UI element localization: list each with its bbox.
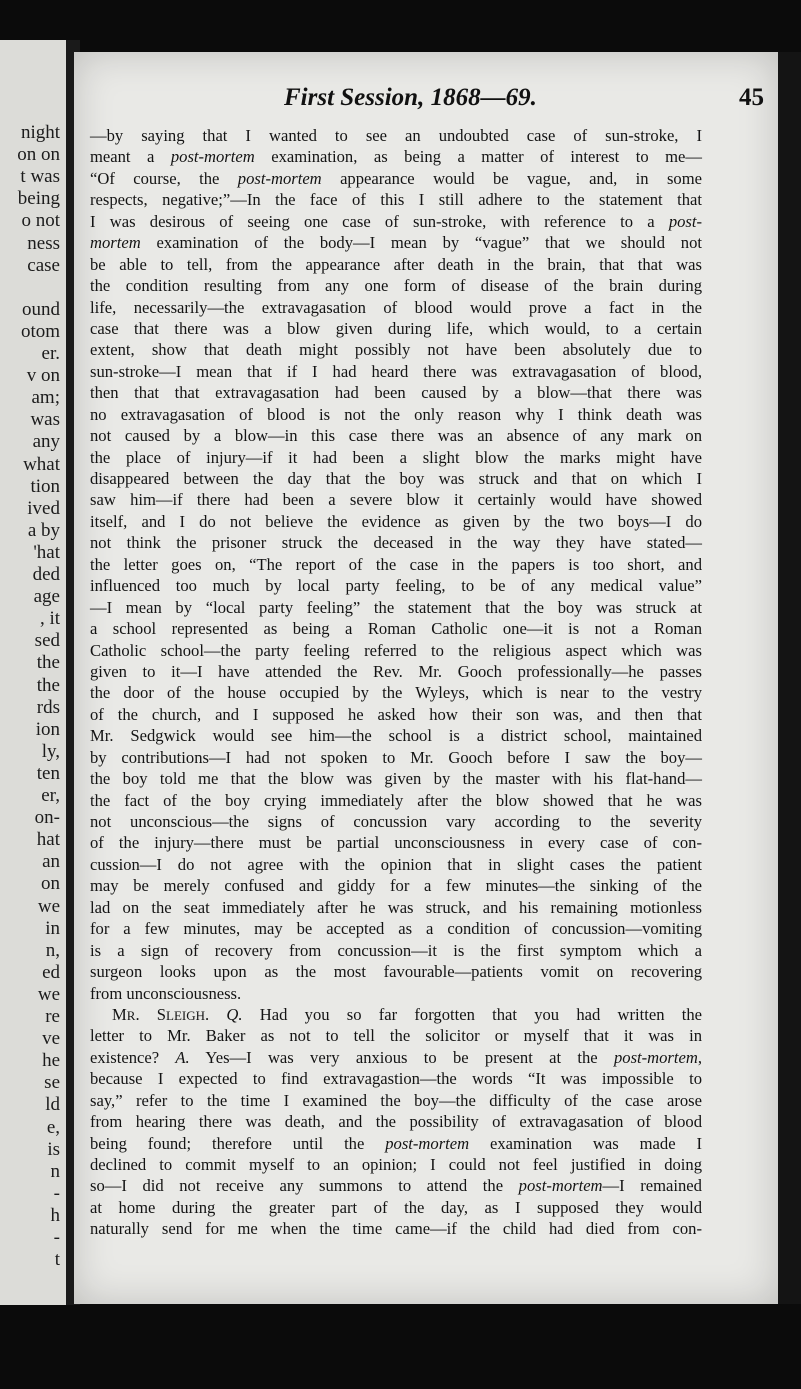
facing-page-fragment: what [23, 453, 60, 475]
facing-page-fragment: o not [21, 210, 60, 232]
text-line: mortem examination of the body—I mean by “vague” that we should not [90, 233, 702, 253]
facing-page-fragment: tion [30, 475, 60, 497]
text-line: from hearing there was death, and the possibility of extravagasation of blood [90, 1112, 702, 1132]
text-line: the place of injury—if it had been a slight blow the marks might have [90, 447, 702, 467]
facing-page-fragment: hat [36, 829, 60, 851]
facing-page-fragment: otom [20, 320, 60, 342]
facing-page-fragment: , it [39, 608, 60, 630]
facing-page-fragment: he [42, 1050, 60, 1072]
text-line: letter to Mr. Baker as not to tell the solicitor or myself that it was in [90, 1026, 702, 1046]
text-line: sun-stroke—I mean that if I had heard there was extravagasation of blood, [90, 361, 702, 381]
facing-page-fragment: we [37, 895, 60, 917]
text-line: naturally send for me when the time came—if the child had died from con- [90, 1219, 702, 1239]
text-line: say,” refer to the time I examined the boy—the difficulty of the case arose [90, 1090, 702, 1110]
text-line: at home during the greater part of the day, as I supposed they would [90, 1197, 702, 1217]
page-number: 45 [739, 84, 764, 111]
text-line: disappeared between the day that the boy was struck and that on which I [90, 469, 702, 488]
text-line: the door of the house occupied by the Wyleys, which is near to the vestry [90, 683, 702, 703]
text-line: a school represented as being a Roman Catholic one—it is not a Roman [90, 619, 702, 639]
text-line: saw him—if there had been a severe blow it certainly would have showed [90, 490, 702, 510]
body-text [90, 125, 702, 1240]
text-line: not think the prisoner struck the deceased in the way they have stated— [90, 533, 702, 553]
text-line: Catholic school—the party feeling referred to the religious aspect which was [90, 640, 702, 660]
facing-page-fragment: ed [42, 961, 60, 983]
text-line: be able to tell, from the appearance after death in the brain, that that was [90, 254, 702, 274]
facing-page-fragment: t [54, 1249, 60, 1271]
facing-page-fragment: v on [26, 365, 60, 387]
text-line: extent, show that death might possibly not have been absolutely due to [90, 340, 702, 360]
facing-page-fragment: is [47, 1138, 60, 1160]
facing-page-fragment: - [53, 1227, 60, 1248]
facing-page-fragment: ded [32, 564, 60, 585]
text-line: I was desirous of seeing one case of sun-stroke, with reference to a post- [90, 211, 702, 231]
page-gutter-shadow [778, 52, 801, 1304]
facing-page-fragment: rds [36, 696, 60, 718]
facing-page-fragment: er. [41, 343, 60, 364]
text-line: is a sign of recovery from concussion—it is the first symptom which a [90, 940, 702, 960]
text-line: influenced too much by local party feeling, to be of any medical value” [90, 576, 702, 596]
facing-page-fragment: on on [17, 144, 60, 166]
text-line: —by saying that I wanted to see an undoubted case of sun-stroke, I [90, 126, 702, 145]
text-line: because I expected to find extravagastion—the words “It was impossible to [90, 1069, 702, 1089]
text-line: being found; therefore until the post-mortem examination was made I [90, 1133, 702, 1153]
facing-page-fragment: ten [36, 762, 60, 784]
facing-page-fragment: ve [42, 1028, 60, 1050]
facing-page-fragment: the [36, 652, 60, 674]
text-line: for a few minutes, may be accepted as a condition of concussion—vomiting [90, 919, 702, 939]
running-head-title: First Session, 1868—69. [284, 84, 537, 111]
text-line: of the injury—there must be partial unconsciousness in every case of con- [90, 833, 702, 853]
text-line: the condition resulting from any one form of disease of the brain during [90, 276, 702, 296]
facing-page-fragment: we [37, 983, 60, 1005]
text-line: case that there was a blow given during life, which would, to a certain [90, 318, 702, 338]
text-line: surgeon looks upon as the most favourable—patients vomit on recovering [90, 962, 702, 982]
text-line: Mr. Sedgwick would see him—the school is a district school, maintained [90, 726, 702, 746]
text-line: from unconsciousness. [90, 983, 242, 1003]
text-line: then that that extravagasation had been caused by a blow—that there was [90, 383, 702, 403]
text-line: “Of course, the post-mortem appearance would be vague, and, in some [90, 168, 702, 188]
facing-page-fragment: in [45, 917, 60, 939]
facing-page-fragment: sed [34, 630, 60, 652]
facing-page-fragment: t was [20, 166, 60, 188]
text-line: by contributions—I had not spoken to Mr. Gooch before I saw the boy— [90, 747, 702, 767]
text-line: —I mean by “local party feeling” the statement that the boy was struck at [90, 597, 702, 617]
text-line: MR. SLEIGH. Q. Had you so far forgotten that you had written the [112, 1004, 703, 1024]
book-page [74, 52, 778, 1304]
facing-page-fragment: ld [45, 1094, 60, 1116]
text-line: lad on the seat immediately after he was struck, and his remaining motionless [90, 897, 702, 917]
facing-page-fragment: 'hat [33, 541, 60, 563]
facing-page-fragment: an [42, 851, 60, 873]
text-line: the fact of the boy crying immediately after the blow showed that he was [90, 790, 702, 810]
text-line: cussion—I do not agree with the opinion that in slight cases the patient [90, 854, 702, 874]
facing-page-fragment: being [17, 188, 60, 210]
facing-page-fragment: the [36, 674, 60, 696]
facing-page-fragment: any [32, 431, 60, 453]
facing-page-fragment: ion [35, 718, 60, 740]
facing-page-fragment: was [30, 409, 60, 431]
facing-page-fragment: n [50, 1160, 60, 1182]
facing-page-fragment: ound [22, 298, 60, 320]
text-line: meant a post-mortem examination, as being a matter of interest to me— [90, 147, 702, 167]
facing-page-fragment: age [33, 586, 60, 608]
facing-page-fragment: am; [31, 387, 60, 409]
facing-page-edge [0, 40, 80, 1305]
facing-page-fragment: se [44, 1072, 60, 1094]
facing-page-fragment: on [41, 873, 60, 895]
text-line: not unconscious—the signs of concussion vary according to the severity [90, 812, 702, 831]
text-line: respects, negative;”—In the face of this I still adhere to the statement that [90, 190, 702, 210]
facing-page-fragment: case [27, 254, 60, 276]
text-line: declined to commit myself to an opinion; I could not feel justified in doing [90, 1155, 702, 1174]
text-line: itself, and I do not believe the evidence as given by the two boys—I do [90, 511, 702, 531]
facing-page-fragment: night [20, 122, 60, 143]
text-line: no extravagasation of blood is not the only reason why I think death was [90, 404, 702, 424]
facing-page-fragment: er, [41, 785, 60, 806]
text-line: life, necessarily—the extravagasation of blood would prove a fact in the [90, 297, 702, 317]
facing-page-fragment: h [50, 1204, 60, 1226]
running-head [74, 84, 778, 120]
facing-page-fragment: n, [45, 939, 60, 961]
facing-page-fragment: on- [34, 807, 60, 829]
text-line: given to it—I have attended the Rev. Mr. Gooch professionally—he passes [90, 661, 702, 681]
text-line: the boy told me that the blow was given by the master with his flat-hand— [90, 769, 702, 789]
facing-page-fragment: re [45, 1006, 60, 1027]
text-line: may be merely confused and giddy for a few minutes—the sinking of the [90, 876, 702, 896]
facing-page-fragment: ly, [41, 740, 60, 762]
facing-page-fragment: a by [27, 519, 60, 541]
text-line: existence? A. Yes—I was very anxious to be present at the post-mortem, [90, 1047, 703, 1067]
text-line: the letter goes on, “The report of the case in the papers is too short, and [90, 554, 702, 574]
text-line: so—I did not receive any summons to attend the post-mortem—I remained [90, 1176, 702, 1196]
facing-page-fragment: ived [27, 497, 60, 519]
text-line: of the church, and I supposed he asked how their son was, and then that [90, 704, 702, 724]
facing-page-fragment: e, [46, 1116, 60, 1138]
text-line: not caused by a blow—in this case there was an absence of any mark on [90, 426, 702, 446]
facing-page-fragment: - [53, 1182, 60, 1204]
facing-page-fragment: ness [27, 232, 60, 254]
